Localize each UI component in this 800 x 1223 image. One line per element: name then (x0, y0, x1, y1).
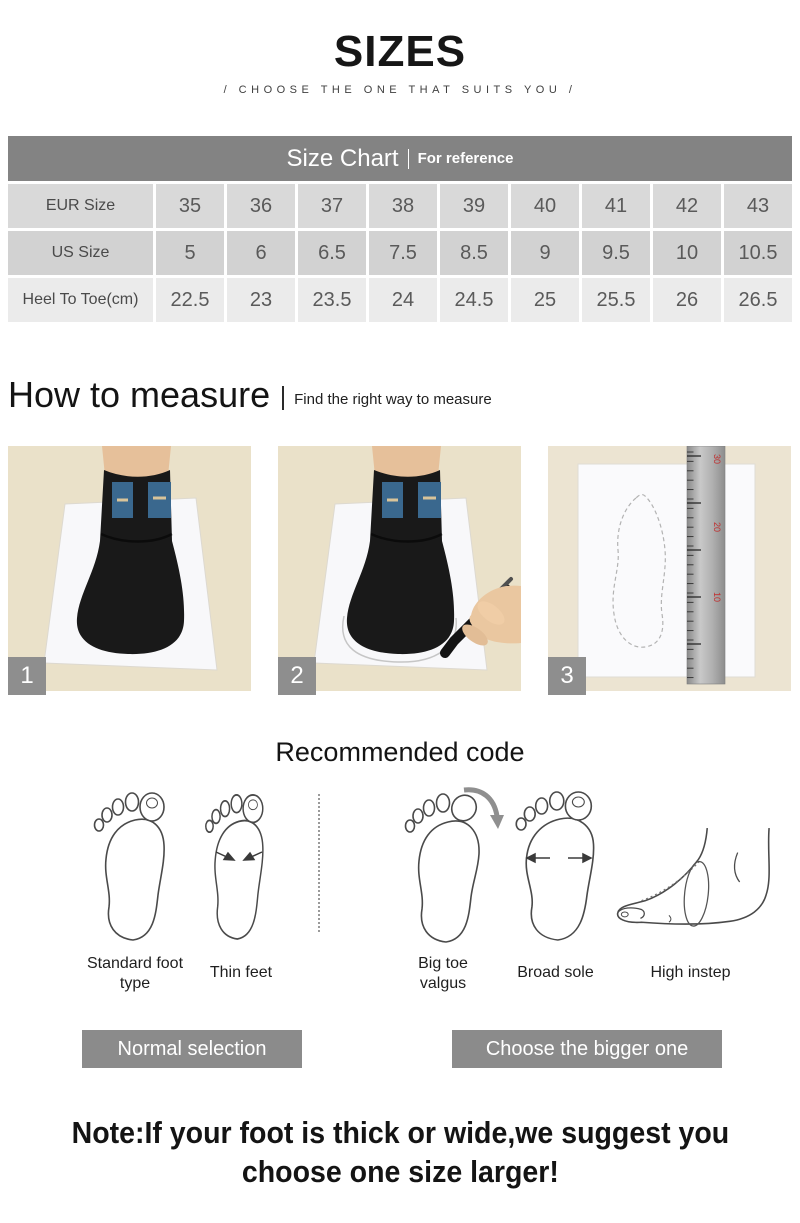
label-standard-foot: Standard foot type (86, 955, 184, 992)
step-number-badge: 1 (8, 657, 46, 695)
how-to-measure-title: How to measure (8, 374, 271, 415)
table-cell: 6.5 (298, 231, 366, 275)
dotted-divider (318, 794, 320, 932)
step1-photo (8, 446, 251, 691)
table-cell: 43 (724, 184, 792, 228)
label-high-instep: High instep (650, 964, 731, 981)
table-cell: 10 (653, 231, 721, 275)
label-broad-sole: Broad sole (517, 964, 594, 981)
ruler-label: 30 (712, 454, 722, 465)
table-cell: 35 (156, 184, 224, 228)
foot-on-paper-image (8, 446, 251, 691)
table-cell: 24 (369, 278, 437, 322)
choose-bigger-label: Choose the bigger one (452, 1030, 722, 1068)
how-to-measure-heading (8, 374, 792, 416)
thin-feet-icon (198, 792, 282, 942)
table-cell: 39 (440, 184, 508, 228)
table-cell: 40 (511, 184, 579, 228)
foot-type-diagrams (0, 784, 800, 952)
recommended-code-title: Recommended code (275, 737, 525, 767)
table-cell: 41 (582, 184, 650, 228)
page-title: SIZES (333, 27, 467, 76)
how-to-measure-subtitle: Find the right way to measure (294, 390, 492, 408)
table-cell: 24.5 (440, 278, 508, 322)
table-cell: 22.5 (156, 278, 224, 322)
big-toe-valgus-icon (398, 782, 504, 944)
table-cell: 38 (369, 184, 437, 228)
table-cell: 9 (511, 231, 579, 275)
table-cell: 10.5 (724, 231, 792, 275)
table-cell: 7.5 (369, 231, 437, 275)
table-cell: 25 (511, 278, 579, 322)
step3-photo (548, 446, 791, 691)
note-line2: choose one size larger! (241, 1153, 559, 1189)
table-cell: 42 (653, 184, 721, 228)
table-cell: 26 (653, 278, 721, 322)
size-note (0, 1114, 800, 1192)
note-line1: Note:If your foot is thick or wide,we suggest you (71, 1115, 729, 1150)
standard-foot-icon (85, 790, 185, 942)
trace-foot-image (278, 446, 521, 691)
size-chart-table (8, 136, 792, 322)
size-chart-title: Size Chart (286, 144, 399, 172)
table-cell: 8.5 (440, 231, 508, 275)
selection-bars (0, 1030, 800, 1070)
table-cell: 23.5 (298, 278, 366, 322)
size-chart-subtitle: For reference (417, 150, 514, 167)
normal-selection-label: Normal selection (82, 1030, 302, 1068)
ruler-label: 10 (712, 592, 722, 603)
divider-bar (408, 149, 409, 169)
measure-steps-photos (8, 446, 792, 691)
label-thin-feet: Thin feet (209, 964, 273, 981)
row-label-heel: Heel To Toe(cm) (8, 278, 153, 322)
foot-type-labels (0, 954, 800, 1012)
row-label-us: US Size (8, 231, 153, 275)
size-chart-header (8, 136, 792, 181)
table-cell: 23 (227, 278, 295, 322)
broad-sole-icon (506, 788, 606, 944)
row-label-eur: EUR Size (8, 184, 153, 228)
table-cell: 37 (298, 184, 366, 228)
page-subtitle: / CHOOSE THE ONE THAT SUITS YOU / (223, 84, 577, 96)
table-cell: 6 (227, 231, 295, 275)
high-instep-icon (612, 824, 774, 942)
table-cell: 36 (227, 184, 295, 228)
divider-bar (282, 386, 284, 410)
step2-photo (278, 446, 521, 691)
step-number-badge: 3 (548, 657, 586, 695)
table-cell: 5 (156, 231, 224, 275)
ruler-measure-image (548, 446, 791, 691)
table-cell: 25.5 (582, 278, 650, 322)
page-header (0, 0, 800, 96)
table-cell: 9.5 (582, 231, 650, 275)
label-big-toe-valgus: Big toe valgus (418, 955, 468, 992)
step-number-badge: 2 (278, 657, 316, 695)
table-cell: 26.5 (724, 278, 792, 322)
ruler-label: 20 (712, 522, 722, 533)
